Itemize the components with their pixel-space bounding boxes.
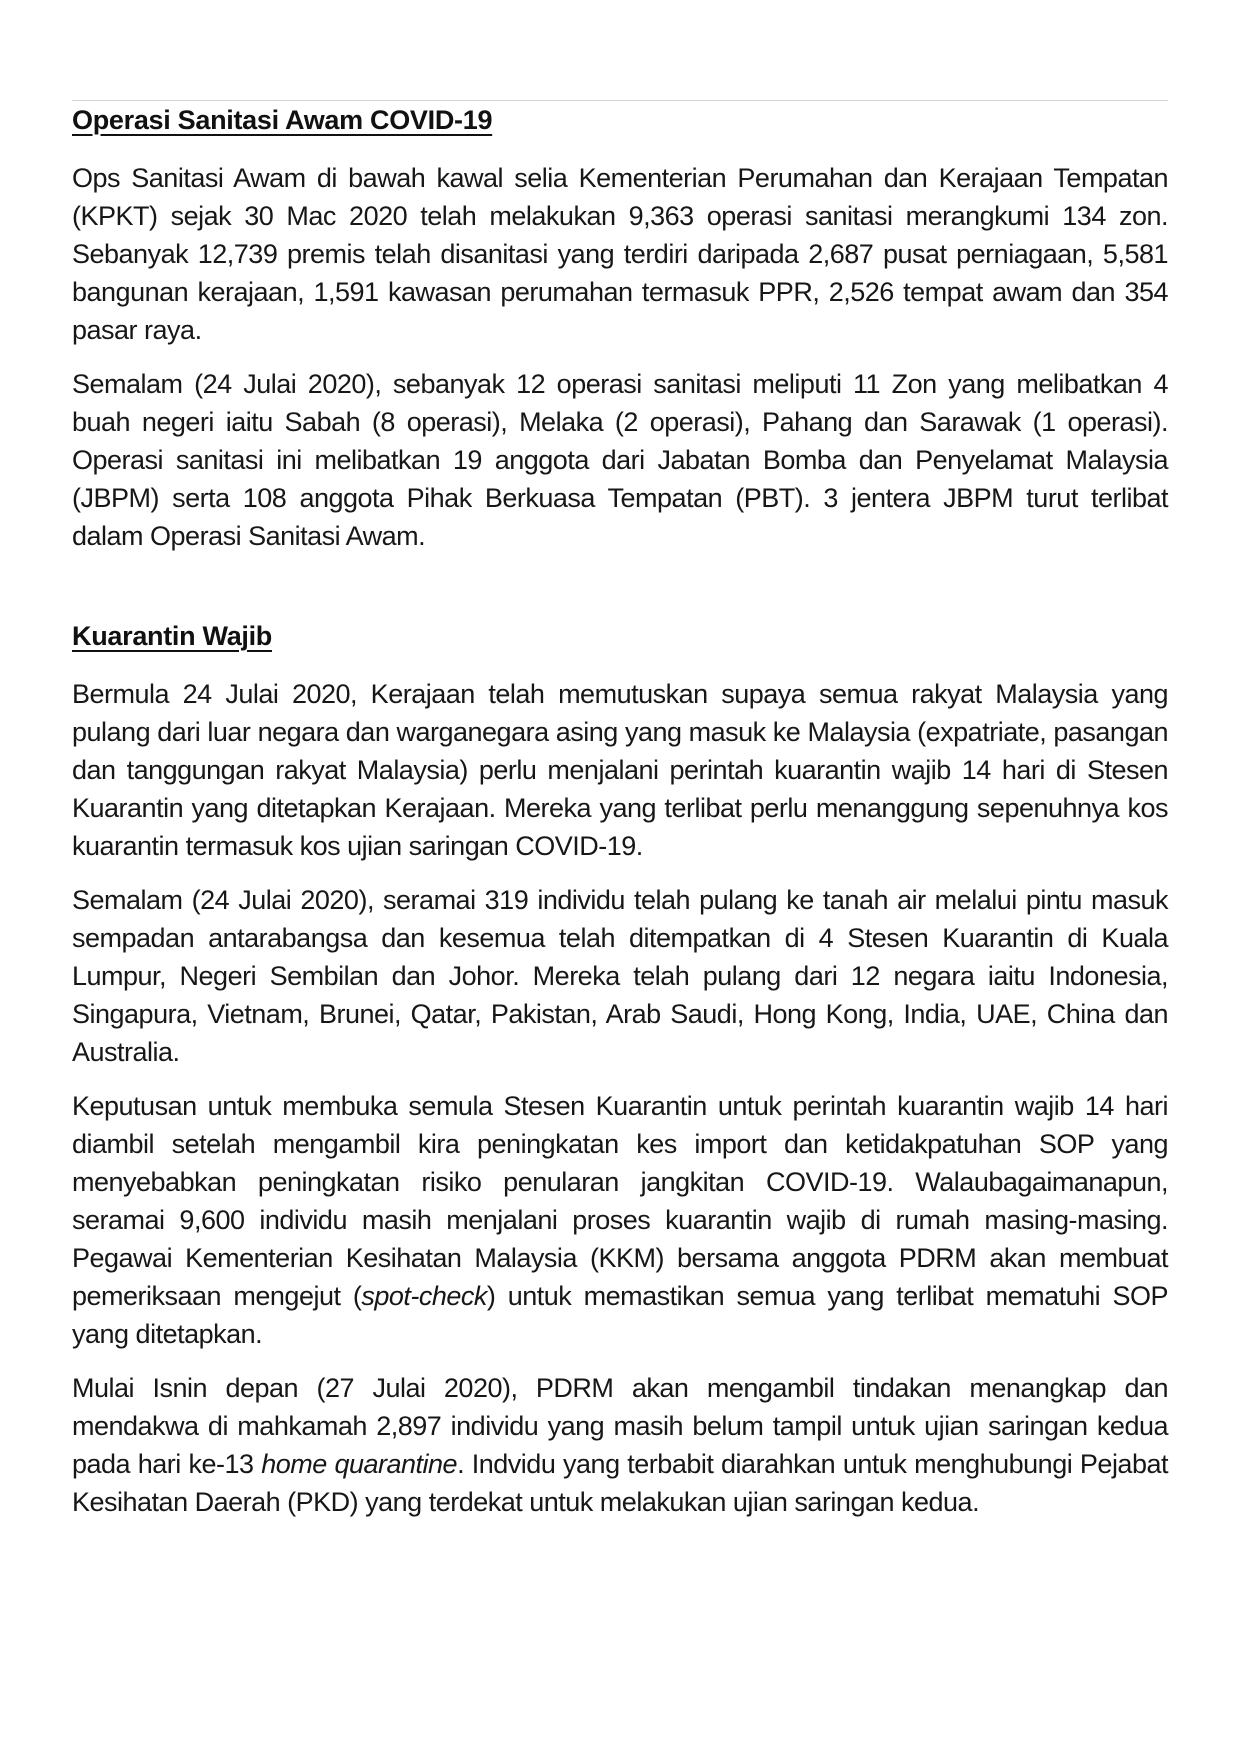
paragraph — [72, 159, 1168, 349]
paragraph — [72, 365, 1168, 555]
text-run: Ops Sanitasi Awam di bawah kawal selia Kementerian Perumahan dan Kerajaan Tempatan (KPKT) sejak 30 Mac 2020 telah melakukan 9,363 operasi sanitasi merangkumi 134 zon. Sebanyak 12,739 premis telah disanitasi yang terdiri daripada 2,687 pusat perniagaan, 5,581 bangunan kerajaan, 1,591 kawasan perumahan termasuk PPR, 2,526 tempat awam dan 354 pasar raya. — [72, 163, 1168, 345]
text-run: Semalam (24 Julai 2020), seramai 319 individu telah pulang ke tanah air melalui pintu masuk sempadan antarabangsa dan kesemua telah ditempatkan di 4 Stesen Kuarantin di Kuala Lumpur, Negeri Sembilan dan Johor. Mereka telah pulang dari 12 negara iaitu Indonesia, Singapura, Vietnam, Brunei, Qatar, Pakistan, Arab Saudi, Hong Kong, India, UAE, China dan Australia. — [72, 885, 1168, 1067]
section-kuarantin-wajib — [72, 617, 1168, 1521]
section-heading-kuarantin-wajib: Kuarantin Wajib — [72, 621, 273, 651]
document-content — [72, 101, 1168, 1521]
paragraph — [72, 1369, 1168, 1521]
text-run: Mulai Isnin depan (27 Julai 2020), PDRM akan mengambil tindakan menangkap dan mendakwa di mahkamah 2,897 individu yang masih belum tampil untuk ujian saringan kedua pada hari ke-13 — [72, 1373, 1168, 1479]
paragraph — [72, 881, 1168, 1071]
section-heading-operasi-sanitasi-awam: Operasi Sanitasi Awam COVID-19 — [72, 105, 493, 135]
section-operasi-sanitasi-awam — [72, 101, 1168, 555]
paragraph — [72, 1087, 1168, 1353]
text-run: Keputusan untuk membuka semula Stesen Kuarantin untuk perintah kuarantin wajib 14 hari diambil setelah mengambil kira peningkatan kes import dan ketidakpatuhan SOP yang menyebabkan peningkatan risiko penularan jangkitan COVID-19. Walaubagaimanapun, seramai 9,600 individu masih menjalani proses kuarantin wajib di rumah masing-masing. Pegawai Kementerian Kesihatan Malaysia (KKM) bersama anggota PDRM akan membuat pemeriksaan mengejut ( — [72, 1091, 1168, 1311]
text-run: Semalam (24 Julai 2020), sebanyak 12 operasi sanitasi meliputi 11 Zon yang melibatkan 4 buah negeri iaitu Sabah (8 operasi), Melaka (2 operasi), Pahang dan Sarawak (1 operasi). Operasi sanitasi ini melibatkan 19 anggota dari Jabatan Bomba dan Penyelamat Malaysia (JBPM) serta 108 anggota Pihak Berkuasa Tempatan (PBT). 3 jentera JBPM turut terlibat dalam Operasi Sanitasi Awam. — [72, 369, 1168, 551]
italic-run-home-quarantine: home quarantine — [261, 1449, 458, 1479]
text-run: . Indvidu yang terbabit diarahkan untuk menghubungi Pejabat Kesihatan Daerah (PKD) yang terdekat untuk melakukan ujian saringan kedua. — [72, 1449, 1168, 1517]
paragraph — [72, 675, 1168, 865]
text-run: ) untuk memastikan semua yang terlibat mematuhi SOP yang ditetapkan. — [72, 1281, 1168, 1349]
text-run: Bermula 24 Julai 2020, Kerajaan telah memutuskan supaya semua rakyat Malaysia yang pulang dari luar negara dan warganegara asing yang masuk ke Malaysia (expatriate, pasangan dan tanggungan rakyat Malaysia) perlu menjalani perintah kuarantin wajib 14 hari di Stesen Kuarantin yang ditetapkan Kerajaan. Mereka yang terlibat perlu menanggung sepenuhnya kos kuarantin termasuk kos ujian saringan COVID-19. — [72, 679, 1168, 861]
italic-run-spot-check: spot-check — [361, 1281, 487, 1311]
